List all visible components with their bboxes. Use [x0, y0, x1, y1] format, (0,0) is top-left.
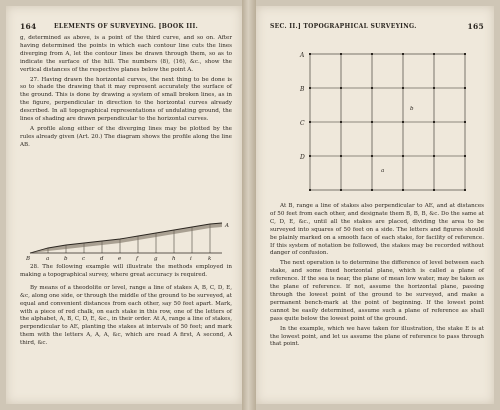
right-para-1: At B, range a line of stakes also perpendicular to AE, and at distances of 50 feet from each other, and designate them B, B, B, &c. Do the same at C, D, E, &c., until all the stakes are placed, dividing the area to be surveyed into squares of 50 feet on a side. The letters and figures should be plainly marked on a smooth face of each stake, for facility of reference. If this system of notation be followed, the stakes may be recorded without danger of confusion.	[270, 203, 484, 257]
left-text-top	[20, 35, 232, 150]
right-running-title: SEC. II.] TOPOGRAPHICAL SURVEYING.	[270, 23, 417, 30]
grid-row-label-B: B	[300, 86, 305, 93]
profile-label-i: i	[190, 256, 192, 261]
profile-label-d: d	[100, 256, 104, 261]
profile-label-c: c	[82, 256, 86, 261]
grid-inner-label-a: a	[381, 168, 385, 174]
left-running-title: ELEMENTS OF SURVEYING. [BOOK III.	[54, 23, 198, 30]
left-para-5: By means of a theodolite or level, range a line of stakes A, B, C, D, E, &c, along one side, or through the middle of the ground to be surveyed, at equal and convenient distances from each other, say 50 feet apart. Mark, with a piece of red chalk, on each stake in this row, one of the letters of the alphabet, A, B, C, D, E, &c., in their order. At A, range a line of stakes, perpendicular to AE, planting the stakes at intervals of 50 feet; and mark them with the letters A, A, A, &c, which are read A first, A second, A third, &c.	[20, 284, 232, 347]
profile-label-B: B	[26, 256, 31, 261]
grid-lines	[310, 54, 465, 190]
profile-label-b: b	[64, 256, 68, 261]
left-para-1: g, determined as above, is a point of the third curve, and so on. After having determined the points in which each contour line cuts the lines diverging from A, let the contour lines be drawn through them, so as to indicate the surface of the hill. The numbers (8), (16), &c., show the vertical distances of the respective planes below the point A.	[20, 35, 232, 73]
left-page-header	[20, 22, 232, 32]
profile-label-g: g	[154, 256, 158, 261]
left-page-number: 164	[20, 22, 37, 31]
left-para-3: A profile along either of the diverging lines may be plotted by the rules already given (Art. 20.) The diagram shows the profile along the line AB.	[20, 125, 232, 148]
profile-label-e: e	[118, 256, 122, 261]
left-text-bottom	[20, 264, 232, 348]
left-para-4: 28. The following example will illustrate the methods employed in making a topographical survey, where great accuracy is required.	[20, 264, 232, 278]
profile-label-f: f	[136, 256, 139, 261]
book-gutter	[242, 0, 256, 410]
profile-label-A: A	[225, 223, 229, 229]
right-page-header	[270, 22, 484, 32]
right-page	[256, 6, 494, 404]
left-para-2: 27. Having drawn the horizontal curves, the next thing to be done is so to shade the drawing that it may represent accurately the surface of the ground. This is done by drawing a system of small broken lines, as in the figure, perpendicular in direction to the horizontal curves already described. In all topographical representations of undulating ground, the lines of shading are drawn perpendicular to the horizontal curves.	[20, 76, 232, 123]
grid-inner-label-b: b	[410, 106, 414, 112]
right-page-number: 165	[467, 22, 484, 31]
profile-label-k: k	[208, 256, 212, 261]
left-page	[6, 6, 242, 404]
grid-row-label-A: A	[300, 52, 305, 59]
stake-grid-figure	[280, 40, 480, 198]
right-text	[270, 203, 484, 349]
right-para-3: In the example, which we have taken for illustration, the stake E is at the lowest point, and let us assume the plane of reference to pass through that point.	[270, 325, 484, 348]
grid-row-label-C: C	[300, 120, 305, 127]
profile-label-h: h	[172, 256, 176, 261]
right-para-2: The next operation is to determine the difference of level between each stake, and some fixed horizontal plane, which is called a plane of reference. If the sea is near, the plane of mean low water, may be taken as the plane of reference. If not, assume the horizontal plane, passing through the lowest point of the ground to be surveyed, and make a permanent bench-mark at the point of beginning. If the lowest point cannot be easily determined, assume such a plane of reference as shall pass quite below the lowest point of the ground.	[270, 260, 484, 322]
profile-label-a: a	[46, 256, 50, 261]
profile-diagram	[26, 219, 236, 261]
grid-row-label-D: D	[300, 154, 305, 161]
